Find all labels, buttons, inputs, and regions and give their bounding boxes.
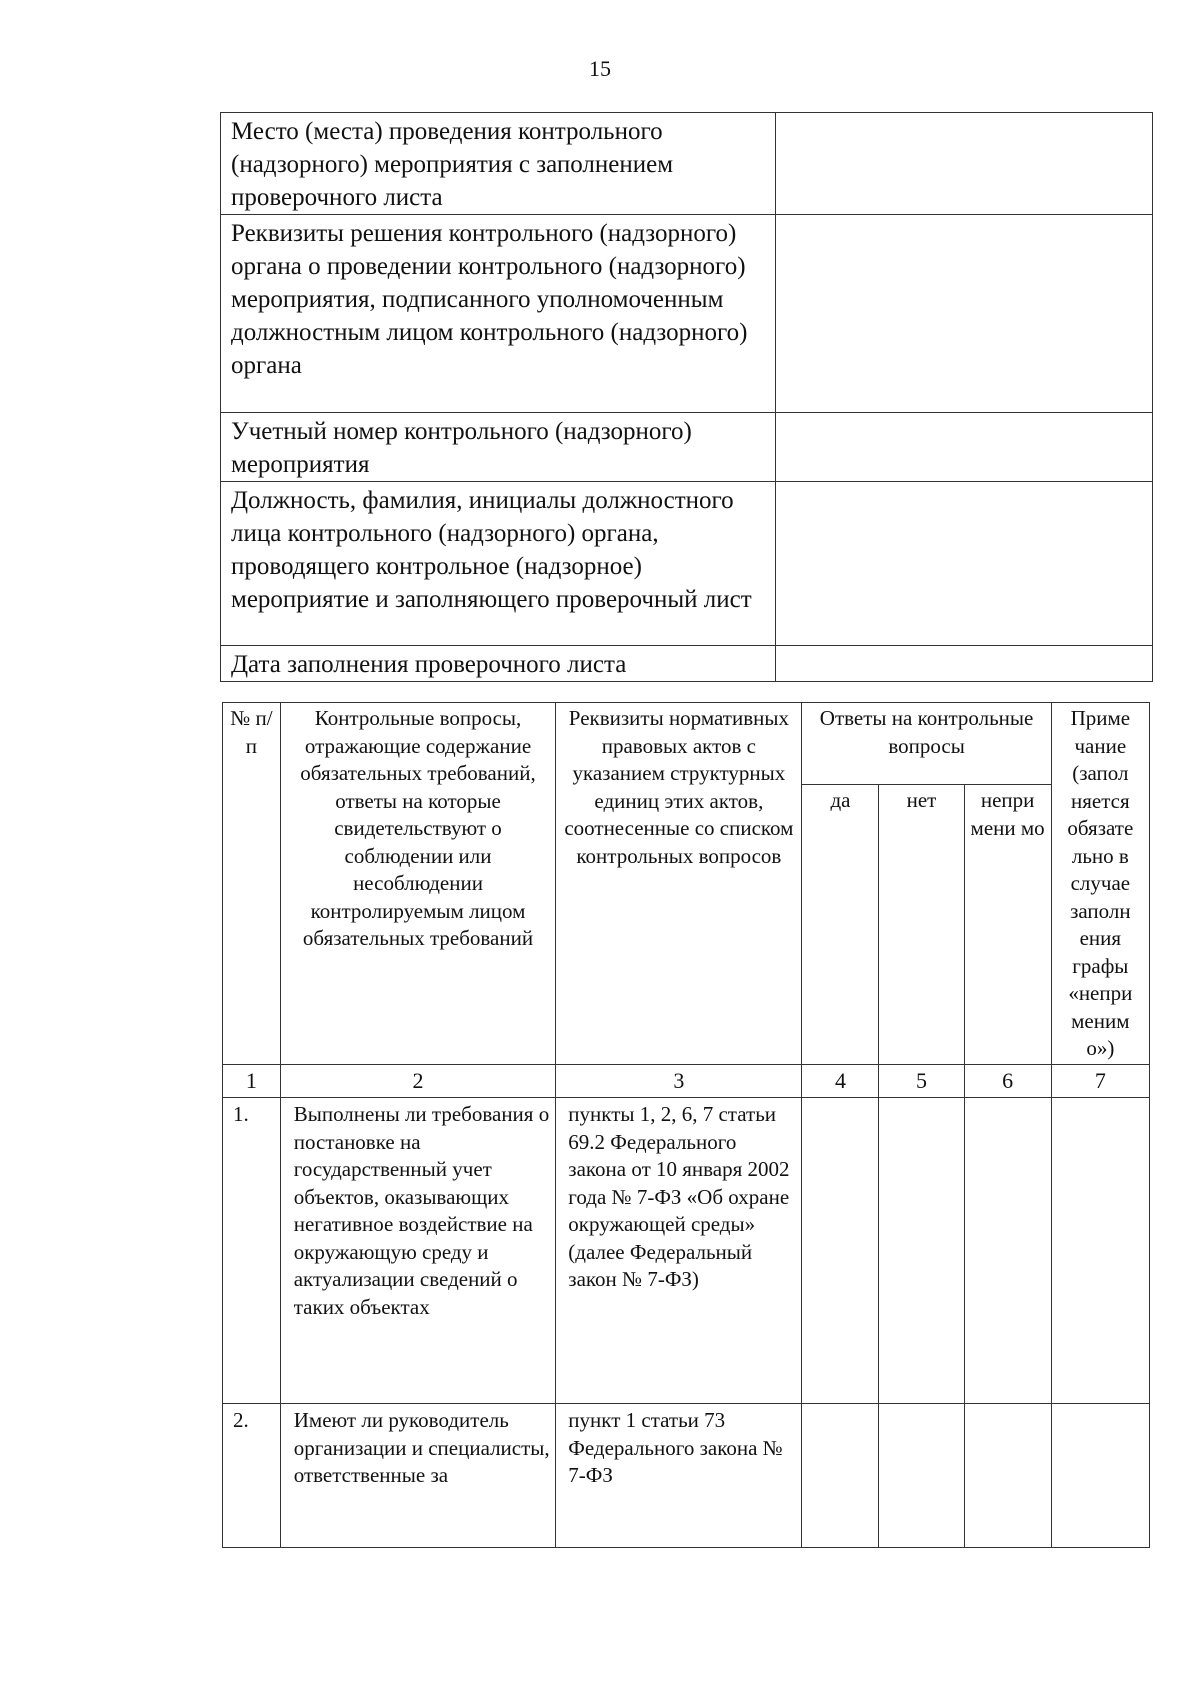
column-number: 4	[802, 1065, 879, 1098]
header-row	[223, 703, 1150, 785]
column-number: 7	[1051, 1065, 1149, 1098]
answer-no-cell[interactable]	[879, 1098, 964, 1404]
row-number: 2.	[223, 1404, 281, 1548]
page-number: 15	[589, 56, 611, 81]
header-note: Приме чание (запол няется обязате льно в случае заполн ения графы «непри меним о»)	[1051, 703, 1149, 1065]
info-label: Учетный номер контрольного (надзорного) мероприятия	[221, 413, 776, 482]
column-number: 1	[223, 1065, 281, 1098]
info-row	[221, 113, 1153, 215]
info-label: Должность, фамилия, инициалы должностного лица контрольного (надзорного) органа, проводящего контрольное (надзорное) мероприятие и заполняющего проверочный лист	[221, 482, 776, 646]
info-label: Реквизиты решения контрольного (надзорного) органа о проведении контрольного (надзорного) мероприятия, подписанного уполномоченным должностным лицом контрольного (надзорного) органа	[221, 215, 776, 413]
column-number: 6	[964, 1065, 1051, 1098]
answer-na-cell[interactable]	[964, 1404, 1051, 1548]
checklist-table	[222, 702, 1150, 1548]
header-answer-no: нет	[879, 785, 964, 1065]
row-number: 1.	[223, 1098, 281, 1404]
column-number-row	[223, 1065, 1150, 1098]
info-value-field[interactable]	[776, 215, 1153, 413]
column-number: 2	[280, 1065, 556, 1098]
row-requisites: пункты 1, 2, 6, 7 статьи 69.2 Федерального закона от 10 января 2002 года № 7-ФЗ «Об охране окружающей среды» (далее Федеральный закон № 7-ФЗ)	[556, 1098, 802, 1404]
note-cell[interactable]	[1051, 1098, 1149, 1404]
info-label: Дата заполнения проверочного листа	[221, 646, 776, 682]
info-row	[221, 482, 1153, 646]
info-row	[221, 646, 1153, 682]
answer-yes-cell[interactable]	[802, 1098, 879, 1404]
header-answers: Ответы на контрольные вопросы	[802, 703, 1051, 785]
info-row	[221, 215, 1153, 413]
row-question: Выполнены ли требования о постановке на государственный учет объектов, оказывающих негативное воздействие на окружающую среду и актуализации сведений о таких объектах	[280, 1098, 556, 1404]
info-value-field[interactable]	[776, 646, 1153, 682]
answer-na-cell[interactable]	[964, 1098, 1051, 1404]
table-row	[223, 1098, 1150, 1404]
info-label: Место (места) проведения контрольного (надзорного) мероприятия с заполнением проверочного листа	[221, 113, 776, 215]
header-answer-na: непри мени мо	[964, 785, 1051, 1065]
info-table	[220, 112, 1153, 682]
note-cell[interactable]	[1051, 1404, 1149, 1548]
info-value-field[interactable]	[776, 482, 1153, 646]
header-answer-yes: да	[802, 785, 879, 1065]
info-row	[221, 413, 1153, 482]
answer-no-cell[interactable]	[879, 1404, 964, 1548]
header-requisites: Реквизиты нормативных правовых актов с указанием структурных единиц этих актов, соотнесенные со списком контрольных вопросов	[556, 703, 802, 1065]
row-question: Имеют ли руководитель организации и специалисты, ответственные за	[280, 1404, 556, 1548]
header-num: № п/п	[223, 703, 281, 1065]
header-question: Контрольные вопросы, отражающие содержание обязательных требований, ответы на которые свидетельствуют о соблюдении или несоблюдении контролируемым лицом обязательных требований	[280, 703, 556, 1065]
info-value-field[interactable]	[776, 113, 1153, 215]
answer-yes-cell[interactable]	[802, 1404, 879, 1548]
column-number: 3	[556, 1065, 802, 1098]
column-number: 5	[879, 1065, 964, 1098]
row-requisites: пункт 1 статьи 73 Федерального закона № 7-ФЗ	[556, 1404, 802, 1548]
info-value-field[interactable]	[776, 413, 1153, 482]
table-row	[223, 1404, 1150, 1548]
